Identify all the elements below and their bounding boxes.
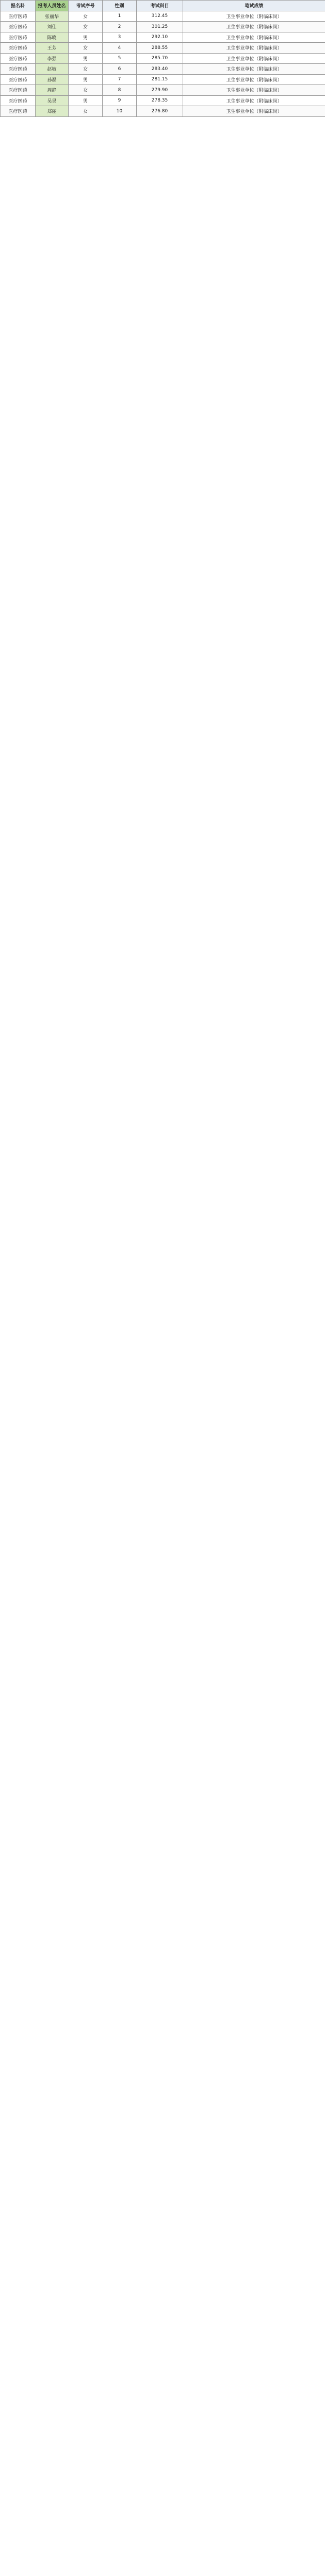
table-row: [1, 85, 325, 96]
position-cell: 卫生事业单位（附临床岗）: [183, 32, 325, 43]
name-cell: 周静: [36, 85, 69, 96]
score-cell: 278.35: [137, 95, 183, 106]
seq-cell: 7: [103, 74, 137, 85]
dept-cell: 医疗医药: [1, 85, 36, 96]
seq-cell: 6: [103, 64, 137, 75]
table-row: [1, 106, 325, 117]
dept-cell: 医疗医药: [1, 32, 36, 43]
name-cell: 郑丽: [36, 106, 69, 117]
score-cell: 288.55: [137, 43, 183, 54]
score-table: [0, 0, 325, 117]
header-row: [1, 1, 325, 11]
score-cell: 285.70: [137, 53, 183, 64]
seq-cell: 4: [103, 43, 137, 54]
name-cell: 孙磊: [36, 74, 69, 85]
table-row: [1, 64, 325, 75]
col-header-seq: 考试序号: [69, 1, 103, 11]
position-cell: 卫生事业单位（附临床岗）: [183, 43, 325, 54]
position-cell: 卫生事业单位（附临床岗）: [183, 74, 325, 85]
gender-cell: 男: [69, 95, 103, 106]
gender-cell: 女: [69, 22, 103, 32]
col-header-gender: 性别: [103, 1, 137, 11]
seq-cell: 9: [103, 95, 137, 106]
score-cell: 292.10: [137, 32, 183, 43]
gender-cell: 男: [69, 74, 103, 85]
position-cell: 卫生事业单位（附临床岗）: [183, 95, 325, 106]
score-cell: 283.40: [137, 64, 183, 75]
gender-cell: 女: [69, 64, 103, 75]
seq-cell: 5: [103, 53, 137, 64]
table-row: [1, 22, 325, 32]
gender-cell: 女: [69, 43, 103, 54]
position-cell: 卫生事业单位（附临床岗）: [183, 22, 325, 32]
col-header-name: 报考人员姓名: [36, 1, 69, 11]
name-cell: 王芳: [36, 43, 69, 54]
score-cell: 301.25: [137, 22, 183, 32]
name-cell: 赵敏: [36, 64, 69, 75]
position-cell: 卫生事业单位（附临床岗）: [183, 64, 325, 75]
seq-cell: 1: [103, 11, 137, 22]
table-body: [1, 11, 325, 116]
name-cell: 刘佳: [36, 22, 69, 32]
table-row: [1, 11, 325, 22]
gender-cell: 女: [69, 11, 103, 22]
seq-cell: 2: [103, 22, 137, 32]
name-cell: 陈晓: [36, 32, 69, 43]
score-cell: 276.80: [137, 106, 183, 117]
seq-cell: 10: [103, 106, 137, 117]
gender-cell: 男: [69, 32, 103, 43]
table-row: [1, 74, 325, 85]
gender-cell: 女: [69, 106, 103, 117]
score-cell: 279.90: [137, 85, 183, 96]
dept-cell: 医疗医药: [1, 106, 36, 117]
col-header-score: 笔试成绩: [183, 1, 325, 11]
name-cell: 吴昊: [36, 95, 69, 106]
dept-cell: 医疗医药: [1, 95, 36, 106]
table-row: [1, 53, 325, 64]
table-row: [1, 32, 325, 43]
dept-cell: 医疗医药: [1, 53, 36, 64]
dept-cell: 医疗医药: [1, 43, 36, 54]
name-cell: 张丽华: [36, 11, 69, 22]
col-header-subject: 考试科目: [137, 1, 183, 11]
score-cell: 312.45: [137, 11, 183, 22]
gender-cell: 女: [69, 85, 103, 96]
position-cell: 卫生事业单位（附临床岗）: [183, 85, 325, 96]
table-row: [1, 95, 325, 106]
dept-cell: 医疗医药: [1, 22, 36, 32]
gender-cell: 男: [69, 53, 103, 64]
position-cell: 卫生事业单位（附临床岗）: [183, 106, 325, 117]
dept-cell: 医疗医药: [1, 74, 36, 85]
seq-cell: 3: [103, 32, 137, 43]
table-row: [1, 43, 325, 54]
seq-cell: 8: [103, 85, 137, 96]
position-cell: 卫生事业单位（附临床岗）: [183, 11, 325, 22]
dept-cell: 医疗医药: [1, 64, 36, 75]
col-header-dept: 报名科: [1, 1, 36, 11]
dept-cell: 医疗医药: [1, 11, 36, 22]
name-cell: 李强: [36, 53, 69, 64]
position-cell: 卫生事业单位（附临床岗）: [183, 53, 325, 64]
score-cell: 281.15: [137, 74, 183, 85]
